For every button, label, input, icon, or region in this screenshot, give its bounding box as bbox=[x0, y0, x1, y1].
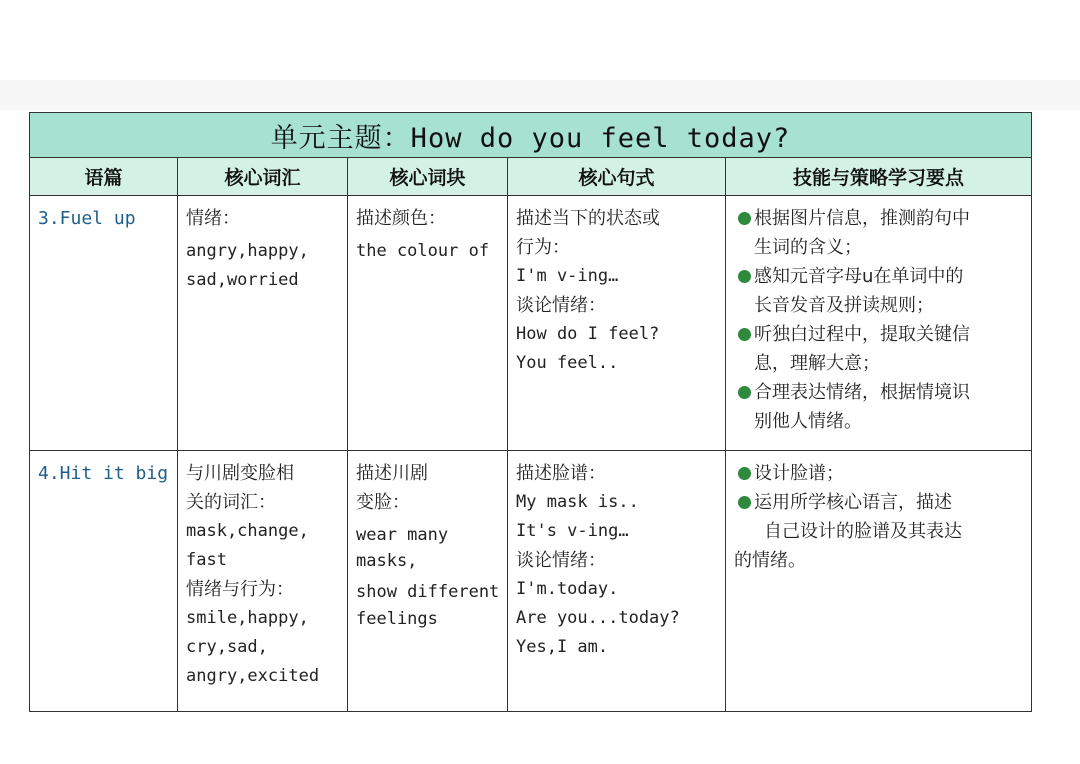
chunk-line: 描述川剧 bbox=[356, 463, 428, 484]
vocab-line: angry,happy, bbox=[186, 241, 309, 261]
vocab-line: angry,excited bbox=[186, 666, 320, 686]
pattern-line: I'm.today. bbox=[516, 579, 619, 599]
chunk-line: 描述颜色： bbox=[356, 208, 446, 229]
header-core-chunks: 核心词块 bbox=[348, 158, 508, 196]
skill-item-cont: 自己设计的脸谱及其表达 bbox=[764, 521, 962, 542]
bullet-dot-icon bbox=[738, 328, 751, 341]
chunks-cell bbox=[348, 196, 508, 451]
pattern-line: 描述脸谱： bbox=[516, 463, 606, 484]
vocab-line: fast bbox=[186, 550, 227, 570]
skill-item-cont: 别他人情绪。 bbox=[754, 411, 862, 432]
skills-cell bbox=[726, 196, 1032, 451]
vocab-line: 情绪与行为： bbox=[186, 579, 294, 600]
vocab-cell bbox=[178, 451, 348, 712]
bullet-dot-icon bbox=[738, 212, 751, 225]
chunks-cell bbox=[348, 451, 508, 712]
pattern-line: How do I feel? bbox=[516, 324, 660, 344]
pattern-line: 谈论情绪： bbox=[516, 295, 606, 316]
skill-item: 合理表达情绪，根据情境识 bbox=[734, 378, 1024, 407]
header-core-patterns: 核心句式 bbox=[508, 158, 726, 196]
unit-table-wrapper bbox=[29, 112, 1031, 712]
patterns-cell bbox=[508, 196, 726, 451]
chunk-line: the colour of bbox=[356, 241, 490, 261]
unit-title: 单元主题：How do you feel today? bbox=[30, 113, 1032, 158]
vocab-line: sad,worried bbox=[186, 270, 299, 290]
skill-item: 根据图片信息，推测韵句中 bbox=[734, 204, 1024, 233]
skill-item: 感知元音字母u在单词中的 bbox=[734, 262, 1024, 291]
vocab-line: 情绪： bbox=[186, 208, 240, 229]
bullet-dot-icon bbox=[738, 270, 751, 283]
pattern-line: 行为： bbox=[516, 237, 570, 258]
skill-item: 听独白过程中，提取关键信 bbox=[734, 320, 1024, 349]
skills-cell bbox=[726, 451, 1032, 712]
pattern-line: Yes,I am. bbox=[516, 637, 609, 657]
chunk-line: wear many bbox=[356, 525, 449, 545]
header-skills: 技能与策略学习要点 bbox=[726, 158, 1032, 196]
vocab-line: mask,change, bbox=[186, 521, 309, 541]
skill-item-cont: 生词的含义； bbox=[754, 237, 862, 258]
patterns-cell bbox=[508, 451, 726, 712]
skill-item: 运用所学核心语言，描述 bbox=[734, 488, 1024, 517]
table-row bbox=[30, 196, 1032, 451]
table-row bbox=[30, 451, 1032, 712]
bullet-dot-icon bbox=[738, 386, 751, 399]
header-row bbox=[30, 158, 1032, 196]
skill-item-cont: 的情绪。 bbox=[734, 550, 806, 571]
lesson-name: 4.Hit it big bbox=[38, 463, 169, 484]
lesson-cell bbox=[30, 451, 178, 712]
header-core-vocab: 核心词汇 bbox=[178, 158, 348, 196]
skill-item-cont: 息，理解大意； bbox=[754, 353, 880, 374]
header-lesson: 语篇 bbox=[30, 158, 178, 196]
vocab-line: cry,sad, bbox=[186, 637, 268, 657]
bullet-dot-icon bbox=[738, 496, 751, 509]
lesson-name: 3.Fuel up bbox=[38, 208, 136, 229]
pattern-line: It's v-ing… bbox=[516, 521, 629, 541]
pattern-line: 谈论情绪： bbox=[516, 550, 606, 571]
unit-table bbox=[29, 112, 1032, 712]
skill-item: 设计脸谱； bbox=[734, 459, 1024, 488]
pattern-line: You feel.. bbox=[516, 353, 619, 373]
vocab-line: 与川剧变脸相 bbox=[186, 463, 294, 484]
vocab-line: smile,happy, bbox=[186, 608, 309, 628]
chunk-line: masks, bbox=[356, 551, 418, 571]
bullet-dot-icon bbox=[738, 467, 751, 480]
vocab-cell bbox=[178, 196, 348, 451]
chunk-line: feelings bbox=[356, 609, 438, 629]
vocab-line: 关的词汇： bbox=[186, 492, 276, 513]
chunk-line: show different bbox=[356, 582, 500, 602]
chunk-line: 变脸： bbox=[356, 492, 410, 513]
pattern-line: 描述当下的状态或 bbox=[516, 208, 660, 229]
lesson-cell bbox=[30, 196, 178, 451]
skill-item-cont: 长音发音及拼读规则； bbox=[754, 295, 934, 316]
pattern-line: I'm v-ing… bbox=[516, 266, 619, 286]
pattern-line: My mask is.. bbox=[516, 492, 639, 512]
pattern-line: Are you...today? bbox=[516, 608, 680, 628]
top-band bbox=[0, 80, 1080, 110]
